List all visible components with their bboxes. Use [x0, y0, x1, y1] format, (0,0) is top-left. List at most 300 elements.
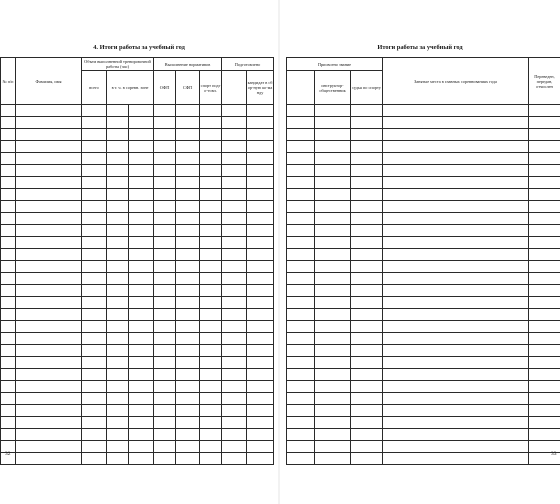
table-cell — [315, 369, 351, 381]
table-cell — [107, 345, 129, 357]
table-cell — [383, 105, 529, 117]
table-cell — [1, 429, 16, 441]
table-cell — [383, 153, 529, 165]
table-cell — [222, 201, 247, 213]
table-cell — [16, 321, 82, 333]
table-cell — [129, 129, 154, 141]
table-cell — [107, 333, 129, 345]
table-cell — [154, 249, 176, 261]
col-header-judge: судья по спорту — [351, 71, 383, 105]
table-row — [287, 129, 560, 141]
table-cell — [222, 237, 247, 249]
table-cell — [82, 441, 107, 453]
table-row — [1, 249, 274, 261]
table-cell — [529, 357, 560, 369]
table-cell — [383, 429, 529, 441]
table-cell — [222, 129, 247, 141]
table-cell — [222, 177, 247, 189]
table-cell — [383, 165, 529, 177]
table-cell — [315, 297, 351, 309]
table-row — [287, 237, 560, 249]
table-cell — [351, 309, 383, 321]
table-cell — [154, 141, 176, 153]
table-cell — [107, 165, 129, 177]
table-cell — [222, 417, 247, 429]
table-cell — [176, 453, 200, 465]
table-cell — [315, 225, 351, 237]
table-cell — [129, 213, 154, 225]
table-cell — [154, 189, 176, 201]
table-cell — [154, 417, 176, 429]
table-cell — [200, 141, 222, 153]
table-cell — [315, 141, 351, 153]
table-cell — [383, 213, 529, 225]
table-cell — [247, 237, 274, 249]
table-cell — [529, 381, 560, 393]
table-row — [1, 441, 274, 453]
table-cell — [247, 225, 274, 237]
table-cell — [351, 393, 383, 405]
table-cell — [200, 225, 222, 237]
table-row — [287, 261, 560, 273]
table-cell — [315, 177, 351, 189]
table-cell — [315, 165, 351, 177]
table-row — [287, 225, 560, 237]
table-cell — [129, 273, 154, 285]
table-cell — [247, 165, 274, 177]
table-cell — [529, 249, 560, 261]
table-cell — [16, 213, 82, 225]
table-cell — [107, 453, 129, 465]
table-cell — [16, 285, 82, 297]
table-row — [287, 441, 560, 453]
table-cell — [154, 297, 176, 309]
table-cell — [287, 357, 315, 369]
table-cell — [176, 309, 200, 321]
table-cell — [16, 201, 82, 213]
table-cell — [383, 285, 529, 297]
col-header-volume-incl: в т. ч. в соревн. зоне — [107, 71, 154, 105]
table-cell — [107, 297, 129, 309]
table-cell — [222, 117, 247, 129]
col-header-ofp: ОФП — [154, 71, 176, 105]
table-cell — [529, 405, 560, 417]
table-cell — [176, 429, 200, 441]
table-cell — [1, 249, 16, 261]
table-cell — [351, 189, 383, 201]
table-cell — [129, 117, 154, 129]
table-cell — [16, 381, 82, 393]
table-cell — [222, 453, 247, 465]
table-cell — [82, 357, 107, 369]
table-cell — [529, 165, 560, 177]
table-cell — [287, 393, 315, 405]
table-cell — [287, 189, 315, 201]
table-cell — [82, 381, 107, 393]
table-cell — [107, 405, 129, 417]
table-cell — [247, 117, 274, 129]
table-cell — [154, 393, 176, 405]
table-cell — [176, 249, 200, 261]
table-row — [287, 393, 560, 405]
table-cell — [529, 117, 560, 129]
table-cell — [200, 261, 222, 273]
table-cell — [176, 165, 200, 177]
table-cell — [287, 237, 315, 249]
table-cell — [82, 285, 107, 297]
table-cell — [129, 345, 154, 357]
table-cell — [200, 105, 222, 117]
table-cell — [351, 453, 383, 465]
table-cell — [129, 381, 154, 393]
table-cell — [383, 201, 529, 213]
table-cell — [107, 357, 129, 369]
table-cell — [1, 345, 16, 357]
table-cell — [247, 309, 274, 321]
table-cell — [154, 357, 176, 369]
table-cell — [315, 321, 351, 333]
table-row — [287, 381, 560, 393]
table-row — [1, 453, 274, 465]
table-cell — [247, 405, 274, 417]
table-cell — [154, 201, 176, 213]
table-cell — [1, 153, 16, 165]
table-cell — [383, 321, 529, 333]
table-cell — [383, 297, 529, 309]
table-row — [1, 273, 274, 285]
table-row — [287, 105, 560, 117]
table-cell — [82, 405, 107, 417]
table-row — [1, 369, 274, 381]
table-cell — [154, 237, 176, 249]
col-header-places: Занятые места в главных соревнованиях года — [383, 58, 529, 105]
col-header-candidates: кандидат в сбор-ную ко-манду — [247, 71, 274, 105]
table-cell — [107, 441, 129, 453]
table-cell — [315, 333, 351, 345]
table-cell — [129, 141, 154, 153]
table-cell — [383, 309, 529, 321]
table-cell — [247, 213, 274, 225]
table-row — [287, 273, 560, 285]
table-cell — [351, 261, 383, 273]
table-cell — [176, 333, 200, 345]
table-cell — [315, 249, 351, 261]
table-cell — [222, 297, 247, 309]
table-cell — [383, 117, 529, 129]
table-cell — [1, 321, 16, 333]
table-cell — [529, 141, 560, 153]
table-cell — [200, 165, 222, 177]
table-cell — [200, 285, 222, 297]
table-cell — [176, 105, 200, 117]
table-cell — [200, 321, 222, 333]
table-cell — [315, 153, 351, 165]
table-cell — [200, 273, 222, 285]
table-cell — [107, 273, 129, 285]
table-cell — [176, 225, 200, 237]
table-row — [287, 453, 560, 465]
table-cell — [129, 417, 154, 429]
table-row — [1, 345, 274, 357]
table-cell — [200, 153, 222, 165]
table-cell — [1, 129, 16, 141]
table-cell — [1, 117, 16, 129]
table-cell — [1, 105, 16, 117]
table-row — [287, 405, 560, 417]
table-row — [287, 189, 560, 201]
table-row — [1, 225, 274, 237]
table-cell — [176, 369, 200, 381]
table-cell — [154, 165, 176, 177]
table-cell — [287, 129, 315, 141]
table-cell — [129, 237, 154, 249]
table-cell — [16, 369, 82, 381]
table-cell — [351, 357, 383, 369]
table-row — [287, 213, 560, 225]
table-row — [1, 309, 274, 321]
table-row — [287, 177, 560, 189]
table-cell — [247, 141, 274, 153]
table-cell — [200, 441, 222, 453]
table-cell — [154, 429, 176, 441]
col-header-num: № п/п — [1, 58, 16, 105]
table-cell — [247, 153, 274, 165]
table-cell — [351, 225, 383, 237]
table-cell — [154, 213, 176, 225]
table-cell — [82, 297, 107, 309]
col-header-volume-total: всего — [82, 71, 107, 105]
table-cell — [1, 141, 16, 153]
table-cell — [1, 297, 16, 309]
table-cell — [287, 105, 315, 117]
table-cell — [176, 117, 200, 129]
table-cell — [222, 213, 247, 225]
table-cell — [154, 369, 176, 381]
table-cell — [82, 237, 107, 249]
table-cell — [222, 429, 247, 441]
table-cell — [1, 201, 16, 213]
table-cell — [351, 429, 383, 441]
table-cell — [287, 333, 315, 345]
table-cell — [222, 273, 247, 285]
table-cell — [176, 153, 200, 165]
left-page-number: 32 — [5, 451, 11, 457]
table-cell — [129, 177, 154, 189]
table-cell — [351, 177, 383, 189]
table-cell — [82, 201, 107, 213]
table-cell — [176, 129, 200, 141]
table-row — [1, 393, 274, 405]
table-cell — [315, 309, 351, 321]
table-cell — [16, 357, 82, 369]
table-cell — [200, 393, 222, 405]
table-cell — [287, 117, 315, 129]
table-cell — [287, 177, 315, 189]
table-cell — [247, 297, 274, 309]
col-header-instructor: инструктор-общественник — [315, 71, 351, 105]
col-header-prep-empty — [222, 71, 247, 105]
table-cell — [82, 225, 107, 237]
table-cell — [154, 105, 176, 117]
table-cell — [529, 129, 560, 141]
table-cell — [82, 189, 107, 201]
table-cell — [1, 237, 16, 249]
table-cell — [1, 393, 16, 405]
table-cell — [107, 393, 129, 405]
table-row — [287, 345, 560, 357]
table-cell — [129, 405, 154, 417]
table-cell — [16, 417, 82, 429]
table-cell — [176, 345, 200, 357]
table-row — [1, 105, 274, 117]
table-cell — [176, 381, 200, 393]
table-cell — [16, 225, 82, 237]
table-cell — [176, 393, 200, 405]
table-cell — [315, 393, 351, 405]
table-cell — [315, 441, 351, 453]
table-row — [287, 309, 560, 321]
table-cell — [315, 237, 351, 249]
table-cell — [222, 405, 247, 417]
table-cell — [16, 273, 82, 285]
table-cell — [200, 333, 222, 345]
table-row — [1, 261, 274, 273]
table-cell — [351, 141, 383, 153]
table-cell — [315, 429, 351, 441]
table-cell — [222, 381, 247, 393]
table-cell — [351, 129, 383, 141]
table-cell — [383, 141, 529, 153]
table-cell — [82, 153, 107, 165]
table-row — [287, 285, 560, 297]
table-cell — [16, 333, 82, 345]
table-cell — [351, 333, 383, 345]
table-cell — [16, 429, 82, 441]
table-cell — [351, 297, 383, 309]
table-cell — [529, 333, 560, 345]
right-results-table — [286, 57, 560, 465]
table-cell — [222, 357, 247, 369]
table-cell — [222, 345, 247, 357]
table-cell — [247, 417, 274, 429]
table-cell — [16, 309, 82, 321]
table-cell — [287, 345, 315, 357]
table-row — [1, 333, 274, 345]
table-cell — [129, 153, 154, 165]
table-cell — [176, 417, 200, 429]
table-cell — [16, 141, 82, 153]
table-cell — [1, 381, 16, 393]
table-cell — [222, 141, 247, 153]
table-cell — [107, 249, 129, 261]
table-cell — [247, 345, 274, 357]
table-cell — [315, 117, 351, 129]
table-cell — [82, 129, 107, 141]
table-cell — [287, 429, 315, 441]
table-cell — [16, 165, 82, 177]
table-cell — [351, 321, 383, 333]
table-cell — [16, 453, 82, 465]
table-cell — [129, 321, 154, 333]
table-cell — [107, 417, 129, 429]
table-cell — [154, 273, 176, 285]
table-cell — [129, 165, 154, 177]
table-cell — [315, 285, 351, 297]
table-cell — [200, 429, 222, 441]
col-group-volume: Объем выполненной тренировочной работы (час) — [82, 58, 154, 71]
table-cell — [82, 453, 107, 465]
table-cell — [383, 345, 529, 357]
table-cell — [529, 105, 560, 117]
table-cell — [82, 345, 107, 357]
table-cell — [383, 369, 529, 381]
table-cell — [129, 429, 154, 441]
table-cell — [529, 273, 560, 285]
table-cell — [82, 213, 107, 225]
table-cell — [154, 285, 176, 297]
table-cell — [529, 393, 560, 405]
table-cell — [529, 213, 560, 225]
table-cell — [16, 237, 82, 249]
table-cell — [154, 333, 176, 345]
table-cell — [315, 405, 351, 417]
table-cell — [129, 333, 154, 345]
table-cell — [129, 225, 154, 237]
table-cell — [247, 261, 274, 273]
table-cell — [287, 213, 315, 225]
table-cell — [176, 297, 200, 309]
table-cell — [1, 189, 16, 201]
table-cell — [176, 261, 200, 273]
table-cell — [16, 393, 82, 405]
col-group-norms: Выполнение нормативов — [154, 58, 222, 71]
table-cell — [247, 273, 274, 285]
table-cell — [1, 285, 16, 297]
table-cell — [200, 189, 222, 201]
table-cell — [222, 249, 247, 261]
table-cell — [222, 369, 247, 381]
table-cell — [287, 381, 315, 393]
table-cell — [247, 369, 274, 381]
table-cell — [247, 249, 274, 261]
table-cell — [287, 417, 315, 429]
table-cell — [107, 429, 129, 441]
table-cell — [107, 369, 129, 381]
table-cell — [315, 345, 351, 357]
table-cell — [529, 297, 560, 309]
table-cell — [383, 261, 529, 273]
table-cell — [16, 129, 82, 141]
table-cell — [107, 201, 129, 213]
table-cell — [16, 405, 82, 417]
table-cell — [129, 285, 154, 297]
table-cell — [287, 285, 315, 297]
table-cell — [315, 189, 351, 201]
table-cell — [154, 441, 176, 453]
table-cell — [16, 105, 82, 117]
table-cell — [176, 285, 200, 297]
table-cell — [176, 141, 200, 153]
table-cell — [247, 393, 274, 405]
table-row — [1, 297, 274, 309]
table-cell — [1, 225, 16, 237]
table-cell — [129, 357, 154, 369]
table-cell — [529, 309, 560, 321]
table-row — [1, 213, 274, 225]
table-cell — [107, 321, 129, 333]
table-cell — [351, 285, 383, 297]
table-cell — [200, 237, 222, 249]
